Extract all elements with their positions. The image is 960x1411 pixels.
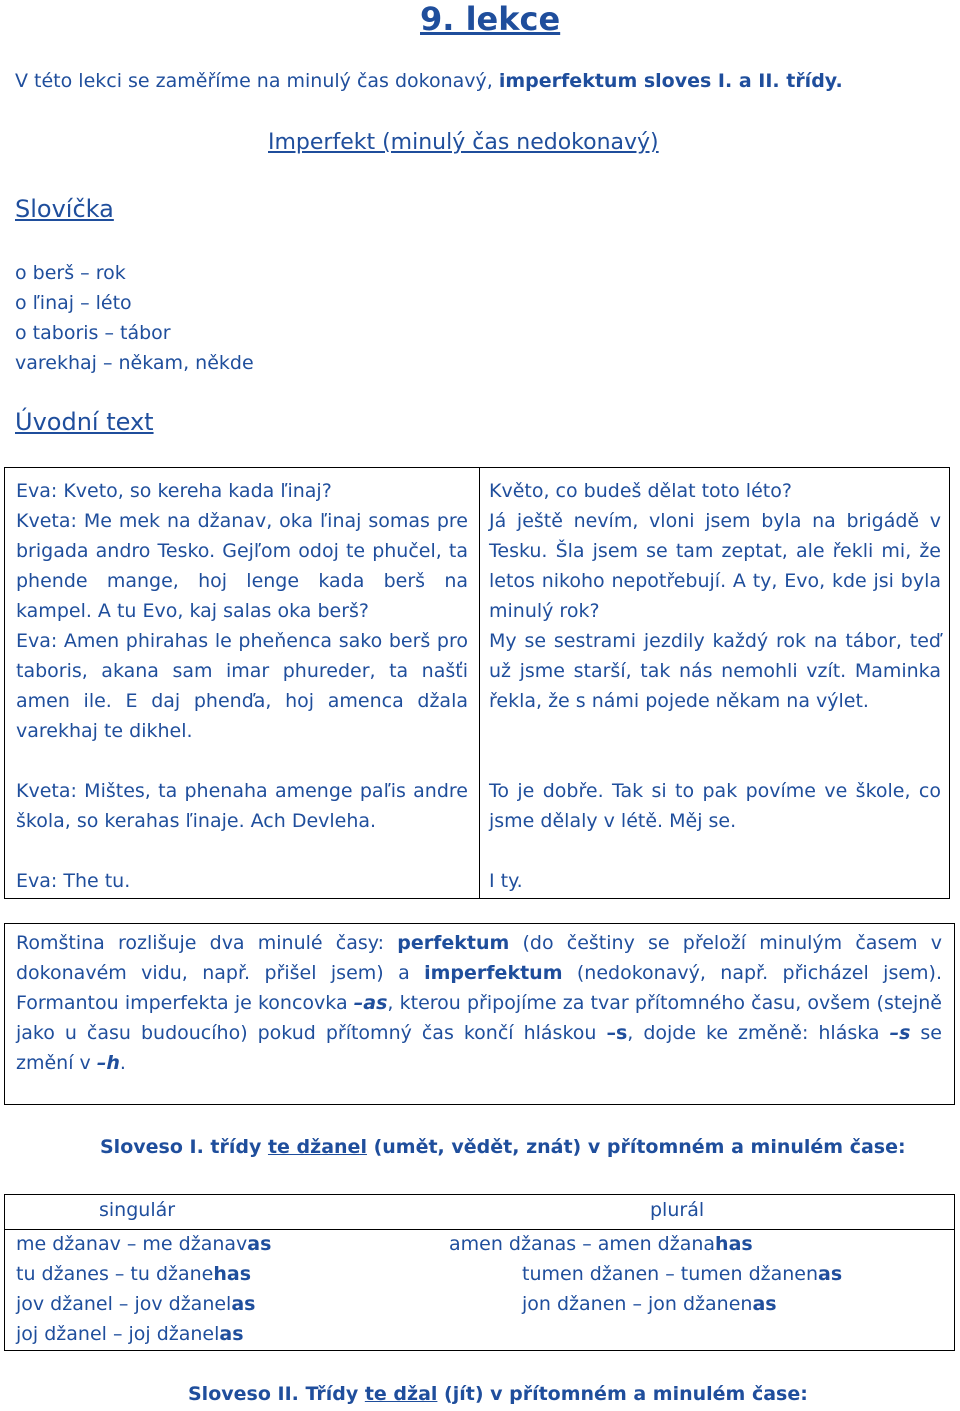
dialogue-left-4: Kveta: Mištes, ta phenaha amenge paľis andre škola, so kerahas ľinaje. Ach Devleha. — [16, 780, 468, 832]
rule-suffix-as: –as — [353, 992, 388, 1014]
dialogue-right-3: My se sestrami jezdily každý rok na tábor, teď už jsme starší, tak nás nemohli vzít. Maminka řekla, že s námi pojede někam na výlet. — [489, 630, 941, 712]
singular-row: jov džanel – jov džanelas — [16, 1293, 256, 1315]
grammar-rule-box — [4, 923, 955, 1105]
rule-suffix-h: –h — [96, 1052, 120, 1074]
dialogue-left-2: Kveta: Me mek na džanav, oka ľinaj somas pre brigada andro Tesko. Gejľom odoj te phučel, ta phende mange, hoj lenge kada berš na kampel. A tu Evo, kaj salas oka berš? — [16, 510, 468, 622]
singular-row: joj džanel – joj džanelas — [16, 1323, 244, 1345]
rule-text: (do češtiny se přeloží minulým časem v dokonavém vidu, např. přišel jsem) a — [16, 932, 942, 984]
header-rule — [5, 1229, 954, 1230]
verb1-heading-text: Sloveso I. třídy — [100, 1136, 268, 1158]
intro-text: V této lekci se zaměříme na minulý čas dokonavý, — [15, 70, 499, 92]
rule-suffix-s-2: –s — [889, 1022, 911, 1044]
column-divider — [479, 468, 480, 898]
verb2-heading-text: Sloveso II. Třídy — [188, 1383, 365, 1405]
rule-term-perfektum: perfektum — [397, 932, 510, 954]
verb1-heading — [100, 1136, 906, 1158]
rule-term-imperfektum: imperfektum — [424, 962, 563, 984]
singular-header: singulár — [99, 1199, 176, 1221]
singular-row: tu džanes – tu džanehas — [16, 1263, 252, 1285]
intro-sentence — [15, 70, 843, 92]
rule-text: , kterou připojíme za tvar přítomného času, ovšem (stejně jako u času budoucího) pokud přítomný čas končí hláskou — [16, 992, 943, 1044]
rule-suffix-s: –s — [606, 1022, 628, 1044]
dialogue-table — [4, 467, 950, 899]
dialogue-left-5: Eva: The tu. — [16, 870, 131, 892]
conjugation-table — [4, 1194, 955, 1351]
plural-row: tumen džanen – tumen džanenas — [522, 1263, 843, 1285]
rule-text: (nedokonavý, např. přicházel jsem). Formantou imperfekta je koncovka — [16, 962, 942, 1014]
verb2-infinitive: te džal — [364, 1383, 438, 1405]
singular-row: me džanav – me džanavas — [16, 1233, 272, 1255]
plural-row: amen džanas – amen džanahas — [449, 1233, 753, 1255]
vocab-item: varekhaj – někam, někde — [15, 352, 254, 374]
plural-header: plurál — [650, 1199, 705, 1221]
verb2-heading — [188, 1383, 808, 1405]
dialogue-right-2: Já ještě nevím, vloni jsem byla na brigádě v Tesku. Šla jsem se tam zeptat, ale řekli mi, že letos nikoho nepotřebují. A ty, Evo, kde jsi byla minulý rok? — [489, 510, 941, 622]
vocab-list — [15, 258, 254, 378]
dialogue-right-4: To je dobře. Tak si to pak povíme ve škole, co jsme dělaly v létě. Měj se. — [489, 780, 941, 832]
dialogue-left-1: Eva: Kveto, so kereha kada ľinaj? — [16, 480, 332, 502]
dialogue-right-5: I ty. — [489, 870, 523, 892]
verb2-heading-rest: (jít) v přítomném a minulém čase: — [437, 1383, 808, 1405]
dialogue-left-3: Eva: Amen phirahas le pheňenca sako berš pro taboris, akana sam imar phureder, ta našťi amen ile. E daj phenďa, hoj amenca džala varekhaj te dikhel. — [16, 630, 468, 742]
plural-row: jon džanen – jon džanenas — [522, 1293, 777, 1315]
vocab-item: o berš – rok — [15, 262, 126, 284]
verb1-infinitive: te džanel — [267, 1136, 367, 1158]
page-title: 9. lekce — [420, 0, 561, 38]
imperfekt-heading: Imperfekt (minulý čas nedokonavý) — [268, 130, 659, 155]
vocab-heading: Slovíčka — [15, 195, 114, 223]
rule-text: se změní v — [16, 1022, 942, 1074]
intro-bold: imperfektum sloves I. a II. třídy. — [498, 70, 843, 92]
vocab-item: o ľinaj – léto — [15, 292, 132, 314]
rule-text: , dojde ke změně: hláska — [627, 1022, 890, 1044]
rule-text: Romština rozlišuje dva minulé časy: — [16, 932, 398, 954]
dialogue-right-1: Květo, co budeš dělat toto léto? — [489, 480, 792, 502]
rule-text: . — [119, 1052, 126, 1074]
verb1-heading-rest: (umět, vědět, znát) v přítomném a minulém čase: — [366, 1136, 906, 1158]
intro-text-heading: Úvodní text — [15, 408, 154, 436]
vocab-item: o taboris – tábor — [15, 322, 171, 344]
